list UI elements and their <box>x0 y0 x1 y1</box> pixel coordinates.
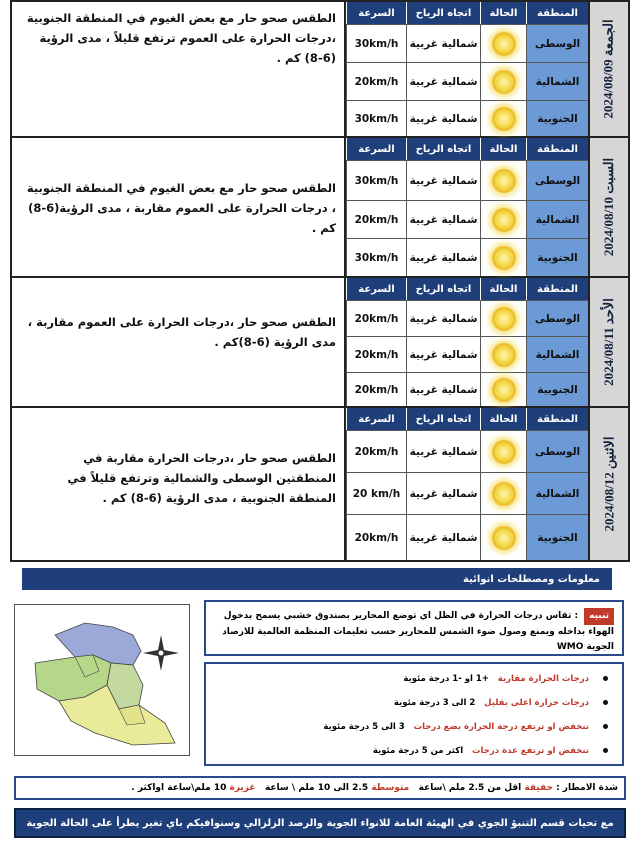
day-description: الطقس صحو حار ،درجات الحرارة مقاربة في المنطقتين الوسطى والشمالية وترتفع قليلاً في المنطقة الجنوبية ، مدى الرؤية (6-8) كم . <box>12 408 346 560</box>
speed-cell: 20km/h <box>346 372 406 406</box>
table-header <box>346 2 588 24</box>
speed-cell: 30km/h <box>346 24 406 62</box>
region-cell: الوسطى <box>526 300 588 336</box>
region-cell: الشمالية <box>526 200 588 238</box>
legend-item <box>394 698 608 708</box>
bullet-icon <box>603 700 608 705</box>
rain-light: خفيفة <box>524 783 553 793</box>
table-row <box>346 160 588 200</box>
header-wind: اتجاه الرياح <box>406 2 480 24</box>
legend-term: تنخفض او ترتفع عدة درجات <box>472 746 589 756</box>
date-column <box>588 278 628 406</box>
region-cell: الشمالية <box>526 472 588 514</box>
speed-cell: 20km/h <box>346 514 406 560</box>
day-description: الطقس صحو حار مع بعض الغيوم في المنطقة الجنوبية ، درجات الحرارة على العموم مقاربة ، مدى الرؤية(6-8) كم . <box>12 138 346 276</box>
wind-cell: شمالية غربية <box>406 24 480 62</box>
region-cell: الجنوبية <box>526 372 588 406</box>
date-label: الأحد 2024/08/11 <box>601 298 616 386</box>
day-block <box>12 2 628 138</box>
state-cell <box>480 160 526 200</box>
sunny-icon <box>492 307 516 331</box>
legend-term: درجات حرارة اعلى بقليل <box>484 698 589 708</box>
rain-light-value: اقل من 2.5 ملم \ساعة <box>418 783 522 793</box>
date-label: السبت 2024/08/10 <box>601 157 616 257</box>
forecast-table <box>346 408 588 560</box>
speed-cell: 20km/h <box>346 62 406 100</box>
state-cell <box>480 200 526 238</box>
date-column <box>588 138 628 276</box>
header-state: الحالة <box>480 138 526 160</box>
legend-item <box>323 722 608 732</box>
state-cell <box>480 472 526 514</box>
legend-value: +1 او -1 درجة مئوية <box>403 674 489 684</box>
header-region: المنطقة <box>526 138 588 160</box>
date-column <box>588 2 628 136</box>
legend-value: 2 الى 3 درجة مئوية <box>393 698 476 708</box>
wind-cell: شمالية غربية <box>406 300 480 336</box>
day-description: الطقس صحو حار مع بعض الغيوم في المنطقة الجنوبية ،درجات الحرارة على العموم ترتفع قليلاً ، مدى الرؤية (6-8) كم . <box>12 2 346 136</box>
forecast-table <box>346 278 588 406</box>
speed-cell: 20 km/h <box>346 472 406 514</box>
note-tag: تنبيه <box>584 608 614 625</box>
sunny-icon <box>492 343 516 367</box>
legend-term: درجات الحرارة مقاربة <box>497 674 589 684</box>
table-row <box>346 514 588 560</box>
table-header <box>346 138 588 160</box>
forecast-table <box>346 138 588 276</box>
rain-medium: متوسطة <box>371 783 410 793</box>
speed-cell: 30km/h <box>346 160 406 200</box>
header-wind: اتجاه الرياح <box>406 278 480 300</box>
wind-cell: شمالية غربية <box>406 514 480 560</box>
legend-item <box>373 746 608 756</box>
header-wind: اتجاه الرياح <box>406 408 480 430</box>
wind-cell: شمالية غربية <box>406 100 480 136</box>
date-label: الجمعة 2024/08/09 <box>601 19 616 119</box>
state-cell <box>480 24 526 62</box>
forecast-table <box>346 2 588 136</box>
state-cell <box>480 300 526 336</box>
speed-cell: 20km/h <box>346 336 406 372</box>
state-cell <box>480 336 526 372</box>
legend-value: 3 الى 5 درجة مئوية <box>323 722 405 732</box>
header-region: المنطقة <box>526 2 588 24</box>
table-row <box>346 336 588 372</box>
table-row <box>346 430 588 472</box>
rain-medium-value: 2.5 الى 10 ملم \ ساعة <box>264 783 369 793</box>
footer-bar <box>14 808 626 838</box>
region-cell: الشمالية <box>526 62 588 100</box>
region-cell: الوسطى <box>526 160 588 200</box>
header-speed: السرعة <box>346 278 406 300</box>
speed-cell: 20km/h <box>346 300 406 336</box>
sunny-icon <box>492 440 516 464</box>
header-region: المنطقة <box>526 408 588 430</box>
table-row <box>346 472 588 514</box>
sunny-icon <box>492 169 516 193</box>
region-cell: الجنوبية <box>526 100 588 136</box>
region-cell: الجنوبية <box>526 514 588 560</box>
info-title: معلومات ومصطلحات انوائية <box>462 573 600 585</box>
date-column <box>588 408 628 560</box>
day-block <box>12 278 628 408</box>
header-speed: السرعة <box>346 2 406 24</box>
day-block <box>12 408 628 560</box>
rain-heavy-value: 10 ملم\ساعة اواكثر . <box>131 783 227 793</box>
header-wind: اتجاه الرياح <box>406 138 480 160</box>
forecast-frame <box>10 0 630 562</box>
speed-cell: 30km/h <box>346 238 406 276</box>
speed-cell: 20km/h <box>346 430 406 472</box>
sunny-icon <box>492 378 516 402</box>
wind-cell: شمالية غربية <box>406 430 480 472</box>
date-label: الاثنين 2024/08/12 <box>601 436 616 532</box>
table-row <box>346 100 588 136</box>
state-cell <box>480 100 526 136</box>
rain-label: شدة الامطار : <box>556 783 618 793</box>
table-row <box>346 300 588 336</box>
sunny-icon <box>492 246 516 270</box>
header-region: المنطقة <box>526 278 588 300</box>
sunny-icon <box>492 208 516 232</box>
note-text: : تقاس درجات الحرارة في الظل اي توضع المحارير بصندوق خشبي يسمح بدخول الهواء بداخله ويمنع وصول ضوء الشمس للمحارير حسب تعليمات المنظمة العالمية للارصاد الجوية WMO <box>222 611 614 652</box>
sunny-icon <box>492 482 516 506</box>
bullet-icon <box>603 724 608 729</box>
legend-term: تنخفض او ترتفع درجة الحرارة بضع درجات <box>413 722 589 732</box>
sunny-icon <box>492 32 516 56</box>
state-cell <box>480 514 526 560</box>
header-state: الحالة <box>480 2 526 24</box>
sunny-icon <box>492 107 516 131</box>
region-cell: الوسطى <box>526 430 588 472</box>
wind-cell: شمالية غربية <box>406 200 480 238</box>
region-cell: الوسطى <box>526 24 588 62</box>
header-speed: السرعة <box>346 138 406 160</box>
temperature-legend <box>204 662 624 766</box>
footer-text: مع تحيات قسم التنبؤ الجوي في الهيئة العامة للانواء الجوية والرصد الزلزالي وسنوافيكم باي تغير يطرأ على الحالة الجوية <box>26 817 614 829</box>
header-speed: السرعة <box>346 408 406 430</box>
sunny-icon <box>492 70 516 94</box>
region-cell: الشمالية <box>526 336 588 372</box>
table-row <box>346 200 588 238</box>
table-row <box>346 238 588 276</box>
wind-cell: شمالية غربية <box>406 336 480 372</box>
header-state: الحالة <box>480 278 526 300</box>
region-cell: الجنوبية <box>526 238 588 276</box>
legend-value: اكثر من 5 درجة مئوية <box>372 746 464 756</box>
state-cell <box>480 430 526 472</box>
sunny-icon <box>492 526 516 550</box>
state-cell <box>480 238 526 276</box>
wind-cell: شمالية غربية <box>406 472 480 514</box>
speed-cell: 20km/h <box>346 200 406 238</box>
table-header <box>346 408 588 430</box>
iraq-map <box>14 604 190 756</box>
rain-heavy: غزيرة <box>229 783 256 793</box>
day-block <box>12 138 628 278</box>
note-box <box>204 600 624 656</box>
table-row <box>346 372 588 406</box>
wind-cell: شمالية غربية <box>406 238 480 276</box>
compass-icon <box>141 633 181 673</box>
header-state: الحالة <box>480 408 526 430</box>
speed-cell: 30km/h <box>346 100 406 136</box>
wind-cell: شمالية غربية <box>406 160 480 200</box>
info-title-bar <box>22 568 612 590</box>
rain-intensity-bar <box>14 776 626 800</box>
state-cell <box>480 372 526 406</box>
table-header <box>346 278 588 300</box>
legend-item <box>403 674 608 684</box>
table-row <box>346 24 588 62</box>
map-graphic <box>15 605 189 755</box>
wind-cell: شمالية غربية <box>406 62 480 100</box>
table-row <box>346 62 588 100</box>
wind-cell: شمالية غربية <box>406 372 480 406</box>
day-description: الطقس صحو حار ،درجات الحرارة على العموم مقاربة ، مدى الرؤية (6-8)كم . <box>12 278 346 406</box>
bullet-icon <box>603 748 608 753</box>
state-cell <box>480 62 526 100</box>
bullet-icon <box>603 676 608 681</box>
